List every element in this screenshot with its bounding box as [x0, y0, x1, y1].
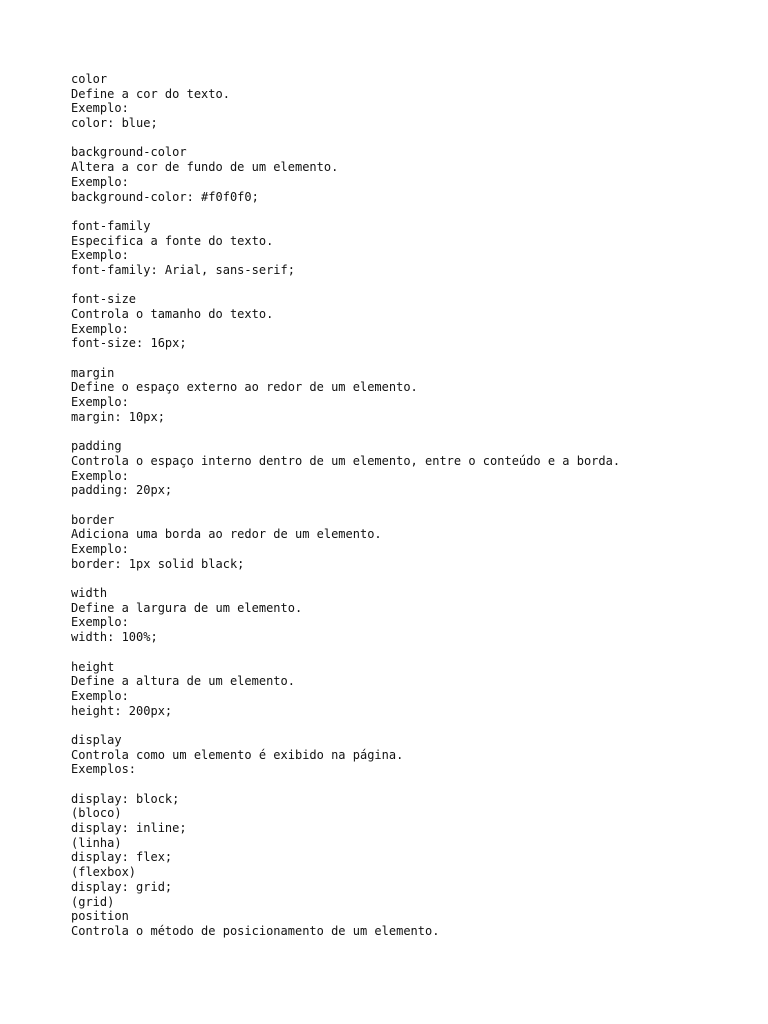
block-spacer: [71, 131, 751, 146]
block-heading: margin: [71, 365, 115, 380]
document-body: [71, 72, 751, 939]
text-line: color: blue;: [71, 116, 158, 131]
block-spacer: [71, 777, 751, 792]
text-line: Altera a cor de fundo de um elemento.: [71, 160, 339, 175]
text-line: Exemplo:: [71, 174, 129, 189]
text-line: Exemplo:: [71, 321, 129, 336]
text-line: Adiciona uma borda ao redor de um elemento.: [71, 527, 382, 542]
text-line: background-color: #f0f0f0;: [71, 189, 259, 204]
block-heading: color: [71, 72, 108, 86]
text-line: position: [71, 909, 129, 924]
text-line: (flexbox): [71, 865, 137, 880]
text-line: Exemplo:: [71, 615, 129, 630]
text-block: [71, 792, 751, 939]
text-line: font-family: Arial, sans-serif;: [71, 262, 295, 277]
block-heading: background-color: [71, 145, 187, 160]
block-spacer: [71, 645, 751, 660]
text-line: Define a cor do texto.: [71, 86, 230, 101]
block-heading: font-family: [71, 218, 151, 233]
text-block: [71, 733, 751, 777]
text-line: display: grid;: [71, 879, 173, 894]
block-heading: display: [71, 732, 122, 747]
text-block: [71, 72, 751, 131]
text-line: Exemplo:: [71, 688, 129, 703]
text-line: Especifica a fonte do texto.: [71, 233, 274, 248]
text-line: display: flex;: [71, 850, 173, 865]
text-line: height: 200px;: [71, 703, 173, 718]
text-line: width: 100%;: [71, 630, 158, 645]
text-line: Define a largura de um elemento.: [71, 600, 303, 615]
block-heading: padding: [71, 439, 122, 454]
block-spacer: [71, 425, 751, 440]
text-line: (bloco): [71, 806, 122, 821]
block-heading: font-size: [71, 292, 137, 307]
text-line: Controla o método de posicionamento de um elemento.: [71, 923, 440, 938]
block-heading: border: [71, 512, 115, 527]
block-spacer: [71, 351, 751, 366]
block-spacer: [71, 204, 751, 219]
text-block: [71, 439, 751, 498]
text-line: margin: 10px;: [71, 409, 165, 424]
block-spacer: [71, 278, 751, 293]
text-line: Exemplo:: [71, 248, 129, 263]
text-line: Define a altura de um elemento.: [71, 674, 295, 689]
text-block: [71, 366, 751, 425]
text-line: (grid): [71, 894, 115, 909]
text-block: [71, 219, 751, 278]
text-line: Exemplo:: [71, 468, 129, 483]
text-line: border: 1px solid black;: [71, 556, 245, 571]
text-line: Controla o tamanho do texto.: [71, 307, 274, 321]
text-block: [71, 586, 751, 645]
text-block: [71, 145, 751, 204]
block-heading: height: [71, 659, 115, 674]
text-line: Exemplo:: [71, 101, 129, 116]
text-line: Controla o espaço interno dentro de um elemento, entre o conteúdo e a borda.: [71, 453, 621, 468]
text-line: Exemplo:: [71, 395, 129, 410]
text-block: [71, 292, 751, 351]
block-heading: display: block;: [71, 791, 180, 806]
text-line: (linha): [71, 835, 122, 850]
text-line: Exemplos:: [71, 762, 137, 777]
text-line: font-size: 16px;: [71, 336, 187, 351]
block-heading: width: [71, 586, 108, 601]
text-line: padding: 20px;: [71, 483, 173, 498]
text-block: [71, 513, 751, 572]
text-line: display: inline;: [71, 821, 187, 836]
text-line: Exemplo:: [71, 542, 129, 556]
block-spacer: [71, 718, 751, 733]
text-line: Define o espaço externo ao redor de um elemento.: [71, 380, 418, 395]
text-line: Controla como um elemento é exibido na página.: [71, 747, 404, 762]
block-spacer: [71, 498, 751, 513]
block-spacer: [71, 571, 751, 586]
text-block: [71, 660, 751, 719]
